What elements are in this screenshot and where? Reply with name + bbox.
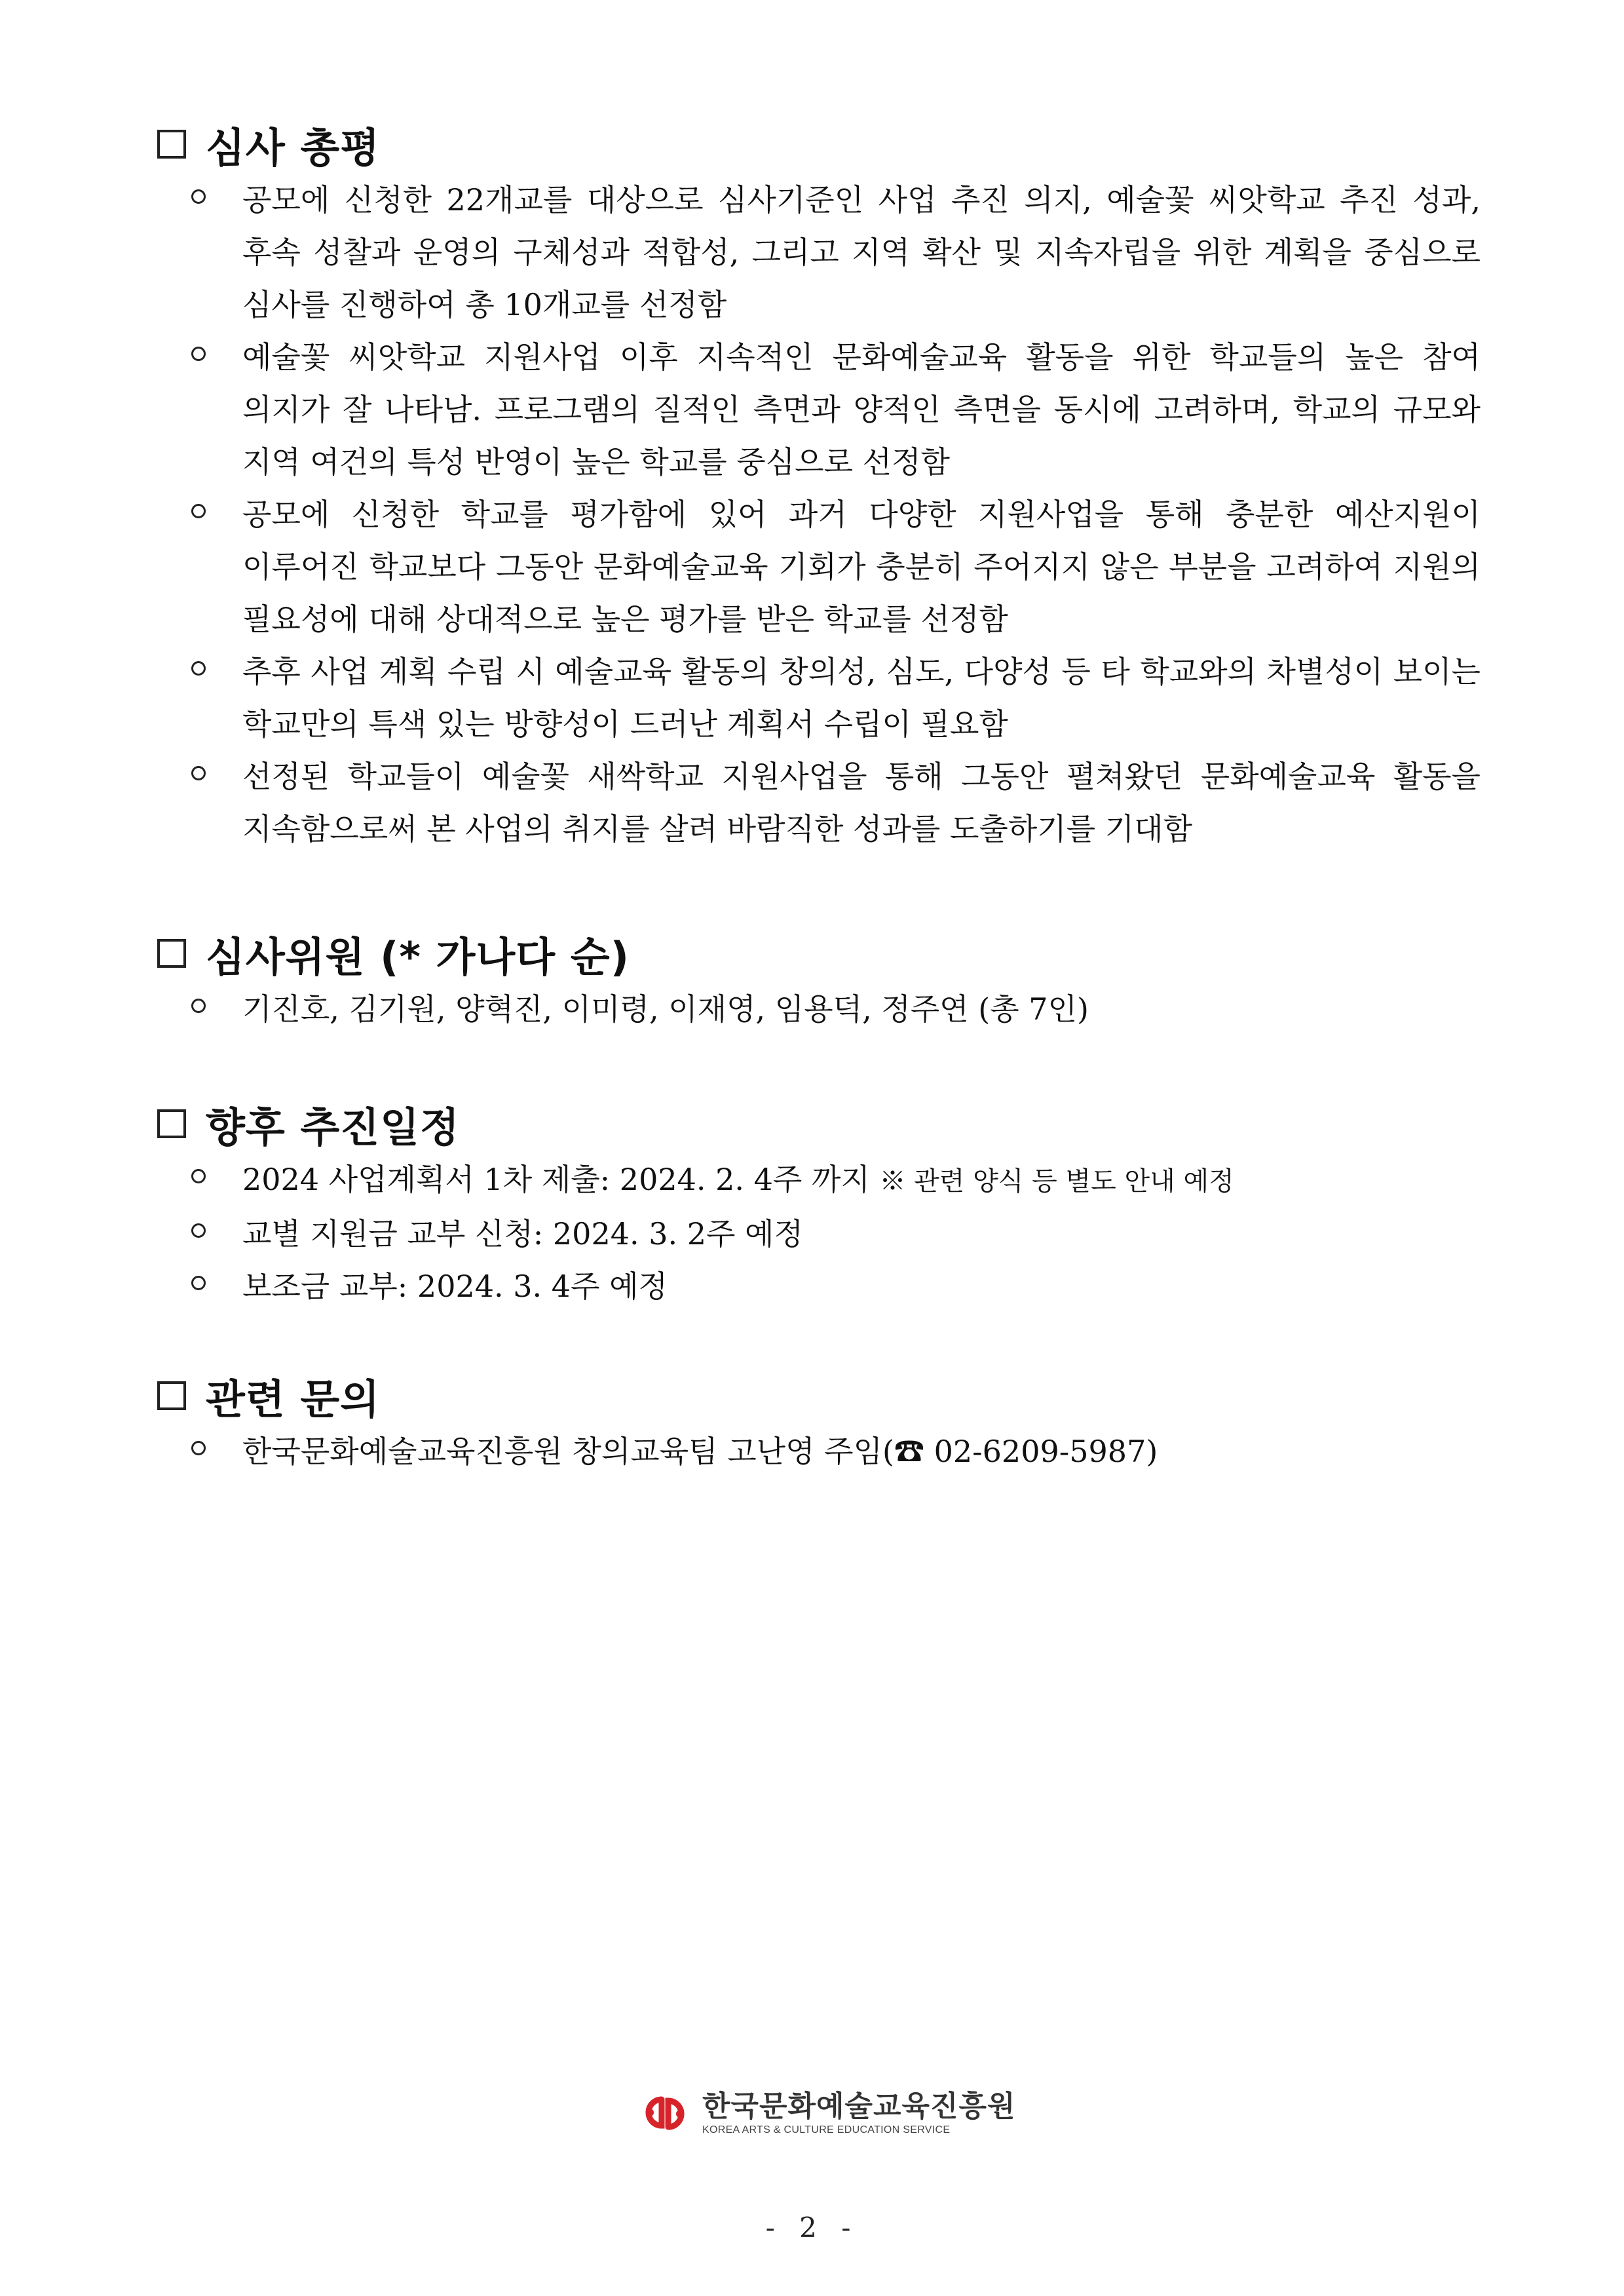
checkbox-square-icon	[157, 939, 186, 968]
list-item	[157, 174, 1481, 331]
list-item-text: 공모에 신청한 22개교를 대상으로 심사기준인 사업 추진 의지, 예술꽃 씨앗학교 추진 성과, 후속 성찰과 운영의 구체성과 적합성, 그리고 지역 확산 및 지속자립을 위한 계획을 중심으로 심사를 진행하여 총 10개교를 선정함	[242, 182, 1481, 322]
list-item-text: 선정된 학교들이 예술꽃 새싹학교 지원사업을 통해 그동안 펼쳐왔던 문화예술교육 활동을 지속함으로써 본 사업의 취지를 살려 바람직한 성과를 도출하기를 기대함	[242, 759, 1481, 847]
list-item-text: 보조금 교부: 2024. 3. 4주 예정	[242, 1269, 668, 1304]
list-item	[157, 750, 1481, 855]
circle-bullet-icon	[191, 1441, 206, 1455]
circle-bullet-icon	[191, 1223, 206, 1238]
section-judges	[157, 924, 1481, 1035]
arte-logo-icon	[635, 2086, 693, 2140]
list-item	[157, 645, 1481, 750]
footer-logo	[635, 2084, 1016, 2143]
checkbox-square-icon	[157, 1381, 186, 1410]
circle-bullet-icon	[191, 661, 206, 676]
bullet-list	[157, 174, 1481, 855]
bullet-list	[157, 983, 1481, 1035]
list-item-text: 한국문화예술교육진흥원 창의교육팀 고난영 주임(☎ 02-6209-5987)	[242, 1434, 1158, 1469]
circle-bullet-icon	[191, 504, 206, 518]
list-item-text: 교별 지원금 교부 신청: 2024. 3. 2주 예정	[242, 1216, 803, 1252]
circle-bullet-icon	[191, 347, 206, 361]
section-heading-text: 심사 총평	[206, 123, 381, 172]
section-schedule	[157, 1094, 1481, 1312]
section-contact	[157, 1366, 1481, 1478]
list-item-text: 공모에 신청한 학교를 평가함에 있어 과거 다양한 지원사업을 통해 충분한 예산지원이 이루어진 학교보다 그동안 문화예술교육 기회가 충분히 주어지지 않은 부분을 고려하여 지원의 필요성에 대해 상대적으로 높은 평가를 받은 학교를 선정함	[242, 497, 1481, 637]
list-item	[157, 1425, 1481, 1478]
circle-bullet-icon	[191, 1169, 206, 1183]
list-item	[157, 1153, 1481, 1208]
logo-english-name: KOREA ARTS & CULTURE EDUCATION SERVICE	[702, 2124, 951, 2135]
list-item	[157, 983, 1481, 1035]
section-heading	[157, 924, 1481, 983]
section-heading-text: 관련 문의	[206, 1375, 381, 1423]
circle-bullet-icon	[191, 189, 206, 204]
logo-korean-name: 한국문화예술교육진흥원	[702, 2090, 1016, 2123]
page-number: - 2 -	[765, 2211, 859, 2244]
section-heading	[157, 115, 1481, 174]
checkbox-square-icon	[157, 1109, 186, 1138]
logo-text	[702, 2090, 1016, 2137]
bullet-list	[157, 1153, 1481, 1312]
list-item-text: 기진호, 김기원, 양혁진, 이미령, 이재영, 임용덕, 정주연 (총 7인)	[242, 991, 1089, 1027]
list-item-note: ※ 관련 양식 등 별도 안내 예정	[879, 1166, 1234, 1196]
section-heading	[157, 1366, 1481, 1425]
circle-bullet-icon	[191, 1276, 206, 1290]
list-item	[157, 488, 1481, 645]
list-item-text: 예술꽃 씨앗학교 지원사업 이후 지속적인 문화예술교육 활동을 위한 학교들의 높은 참여 의지가 잘 나타남. 프로그램의 질적인 측면과 양적인 측면을 동시에 고려하며, 학교의 규모와 지역 여건의 특성 반영이 높은 학교를 중심으로 선정함	[242, 339, 1481, 480]
bullet-list	[157, 1425, 1481, 1478]
list-item	[157, 1260, 1481, 1312]
circle-bullet-icon	[191, 766, 206, 780]
section-review	[157, 115, 1481, 855]
section-heading-text: 심사위원 (* 가나다 순)	[206, 932, 630, 981]
list-item	[157, 331, 1481, 488]
list-item-text: 추후 사업 계획 수립 시 예술교육 활동의 창의성, 심도, 다양성 등 타 학교와의 차별성이 보이는 학교만의 특색 있는 방향성이 드러난 계획서 수립이 필요함	[242, 654, 1481, 742]
section-heading-text: 향후 추진일정	[206, 1103, 460, 1151]
list-item-text: 2024 사업계획서 1차 제출: 2024. 2. 4주 까지	[242, 1162, 870, 1197]
list-item	[157, 1208, 1481, 1260]
circle-bullet-icon	[191, 999, 206, 1013]
section-heading	[157, 1094, 1481, 1153]
checkbox-square-icon	[157, 130, 186, 159]
